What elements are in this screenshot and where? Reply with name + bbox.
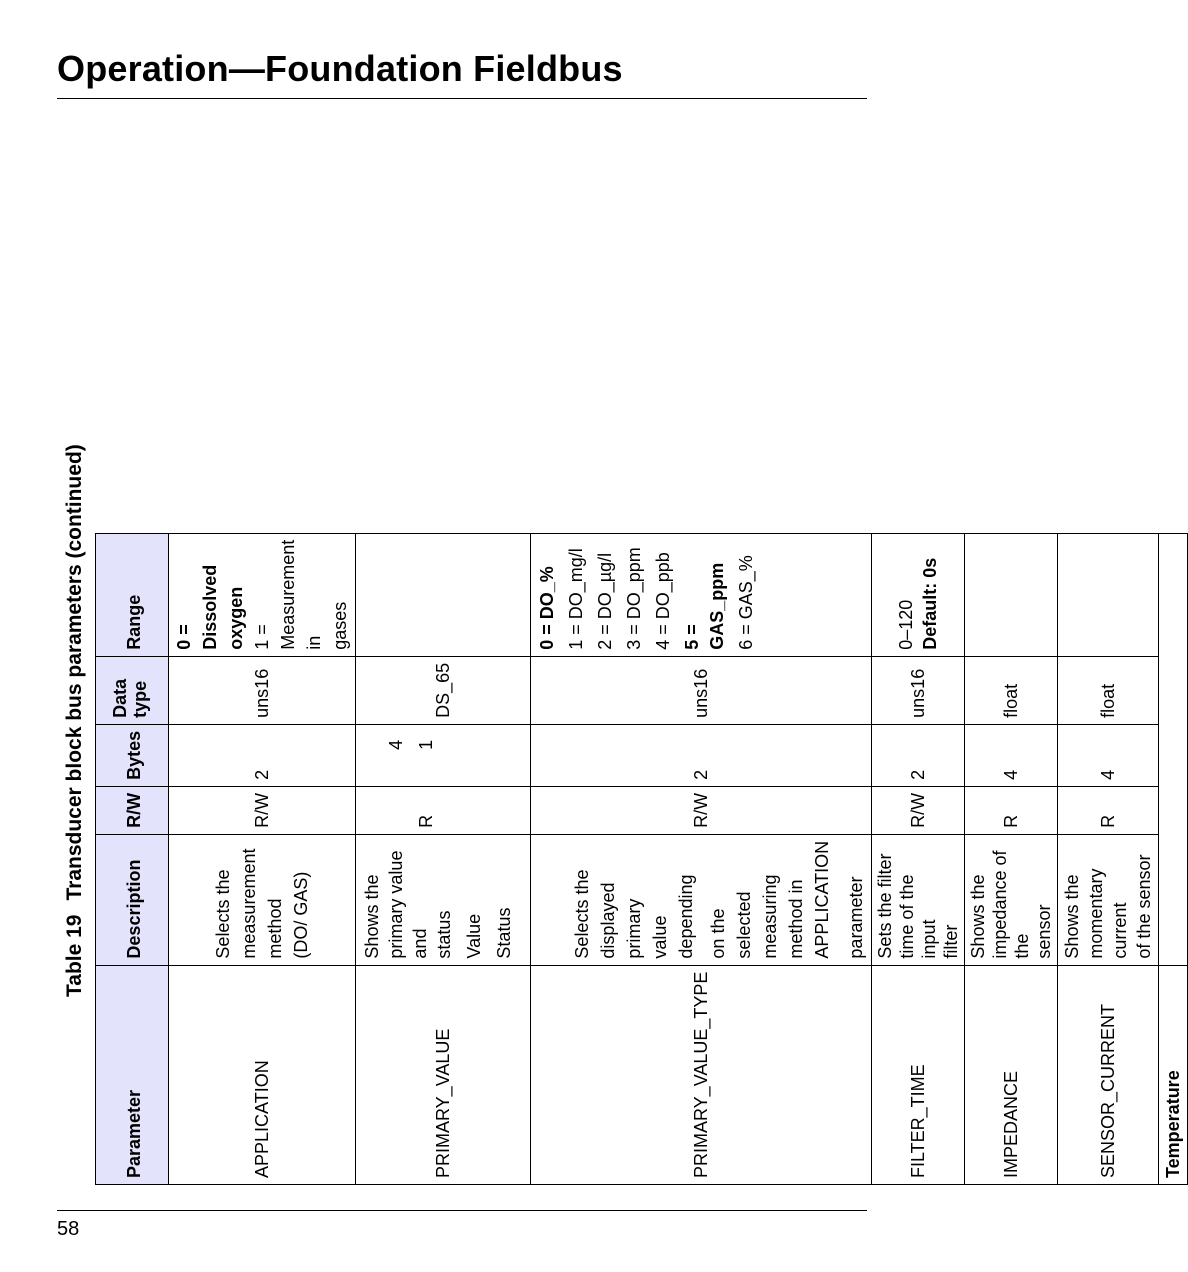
range-line: 2 = DO_µg/l	[595, 552, 615, 650]
table-caption	[57, 117, 93, 997]
cell-rw: R/W	[872, 786, 965, 834]
cell-range	[531, 533, 872, 656]
parameters-table	[95, 533, 1188, 1185]
header-description: Description	[96, 834, 169, 965]
range-line: 1 = Measurement in	[252, 539, 324, 650]
description-line: Selects the displayed primary	[572, 869, 644, 959]
cell-range	[1058, 533, 1159, 656]
header-bytes: Bytes	[96, 724, 169, 786]
description-line: Shows the momentary current	[1062, 868, 1130, 959]
table-row	[531, 533, 872, 1184]
cell-range	[356, 533, 531, 656]
description-line: value depending	[650, 874, 696, 959]
description-line: Value	[464, 913, 484, 959]
cell-description	[169, 834, 356, 965]
cell-description	[1058, 834, 1159, 965]
cell-range	[169, 533, 356, 656]
cell-data-type: uns16	[872, 656, 965, 724]
cell-parameter: IMPEDANCE	[965, 965, 1058, 1184]
header-data-type-line2: type	[130, 680, 150, 718]
page-title: Operation—Foundation Fieldbus	[57, 48, 623, 89]
table-row	[965, 533, 1058, 1184]
cell-parameter: APPLICATION	[169, 965, 356, 1184]
range-line: gases	[330, 601, 350, 650]
cell-rw: R/W	[169, 786, 356, 834]
cell-parameter: SENSOR_CURRENT	[1058, 965, 1159, 1184]
description-line: Status	[494, 907, 514, 959]
table-header-row	[96, 533, 169, 1184]
range-line: oxygen	[226, 586, 246, 650]
cell-description	[356, 834, 531, 965]
header-parameter: Parameter	[96, 965, 169, 1184]
cell-rw: R	[1058, 786, 1159, 834]
description-line: on the selected measuring	[708, 874, 780, 959]
cell-rw: R	[965, 786, 1058, 834]
cell-data-type: uns16	[531, 656, 872, 724]
cell-bytes: 2	[169, 724, 356, 786]
cell-data-type: float	[965, 656, 1058, 724]
range-line: 3 = DO_ppm	[624, 547, 644, 650]
description-line: Shows the impedance of the	[968, 850, 1032, 959]
table-row	[169, 533, 356, 1184]
description-line: method in APPLICATION	[786, 840, 832, 959]
range-line: 1 = DO_mg/l	[566, 548, 586, 650]
section-heading-filler	[1159, 533, 1188, 965]
description-line: (DO/ GAS)	[291, 871, 311, 959]
cell-bytes: 2	[872, 724, 965, 786]
range-line: 0–120	[896, 599, 916, 650]
header-rule	[57, 98, 867, 99]
cell-description	[872, 834, 965, 965]
bytes-line: 1	[416, 739, 436, 750]
range-line: 4 = DO_ppb	[653, 552, 673, 650]
description-line: of the sensor	[1134, 854, 1154, 959]
description-line: Selects the measurement	[213, 848, 259, 959]
description-line: method	[265, 898, 285, 959]
footer-rule	[57, 1210, 867, 1211]
cell-data-type: DS_65	[356, 656, 531, 724]
header-rw: R/W	[96, 786, 169, 834]
range-line: 0 = Dissolved	[174, 564, 220, 650]
cell-data-type: float	[1058, 656, 1159, 724]
range-line: 5 = GAS_ppm	[682, 562, 727, 650]
table-caption-text: Transducer block bus parameters (continued)	[63, 444, 86, 901]
bytes-line: 4	[386, 739, 406, 750]
table-row	[1058, 533, 1159, 1184]
range-line: Default: 0s	[920, 557, 940, 650]
description-line: Sets the filter time of the input	[875, 853, 939, 959]
section-heading-temperature: Temperature	[1159, 965, 1188, 1184]
description-line: filter	[941, 924, 961, 959]
cell-bytes	[356, 724, 531, 786]
header-data-type-line1: Data	[110, 678, 130, 718]
cell-range	[965, 533, 1058, 656]
table-section-row	[1159, 533, 1188, 1184]
range-line: 0 = DO_%	[537, 566, 557, 650]
cell-rw: R	[356, 786, 531, 834]
page-number: 58	[57, 1218, 80, 1240]
cell-bytes: 2	[531, 724, 872, 786]
description-line: sensor	[1034, 904, 1054, 959]
range-line: 6 = GAS_%	[736, 555, 756, 650]
cell-parameter: PRIMARY_VALUE	[356, 965, 531, 1184]
cell-parameter: FILTER_TIME	[872, 965, 965, 1184]
table-row	[872, 533, 965, 1184]
cell-bytes: 4	[965, 724, 1058, 786]
description-line: status	[434, 910, 454, 959]
cell-description	[965, 834, 1058, 965]
description-line: parameter	[846, 876, 866, 959]
cell-rw: R/W	[531, 786, 872, 834]
cell-range	[872, 533, 965, 656]
table-row	[356, 533, 531, 1184]
header-range: Range	[96, 533, 169, 656]
header-data-type	[96, 656, 169, 724]
description-line: Shows the primary value and	[362, 850, 430, 959]
table-caption-label: Table 19	[63, 914, 86, 997]
cell-bytes: 4	[1058, 724, 1159, 786]
cell-parameter: PRIMARY_VALUE_TYPE	[531, 965, 872, 1184]
cell-description	[531, 834, 872, 965]
cell-data-type: uns16	[169, 656, 356, 724]
